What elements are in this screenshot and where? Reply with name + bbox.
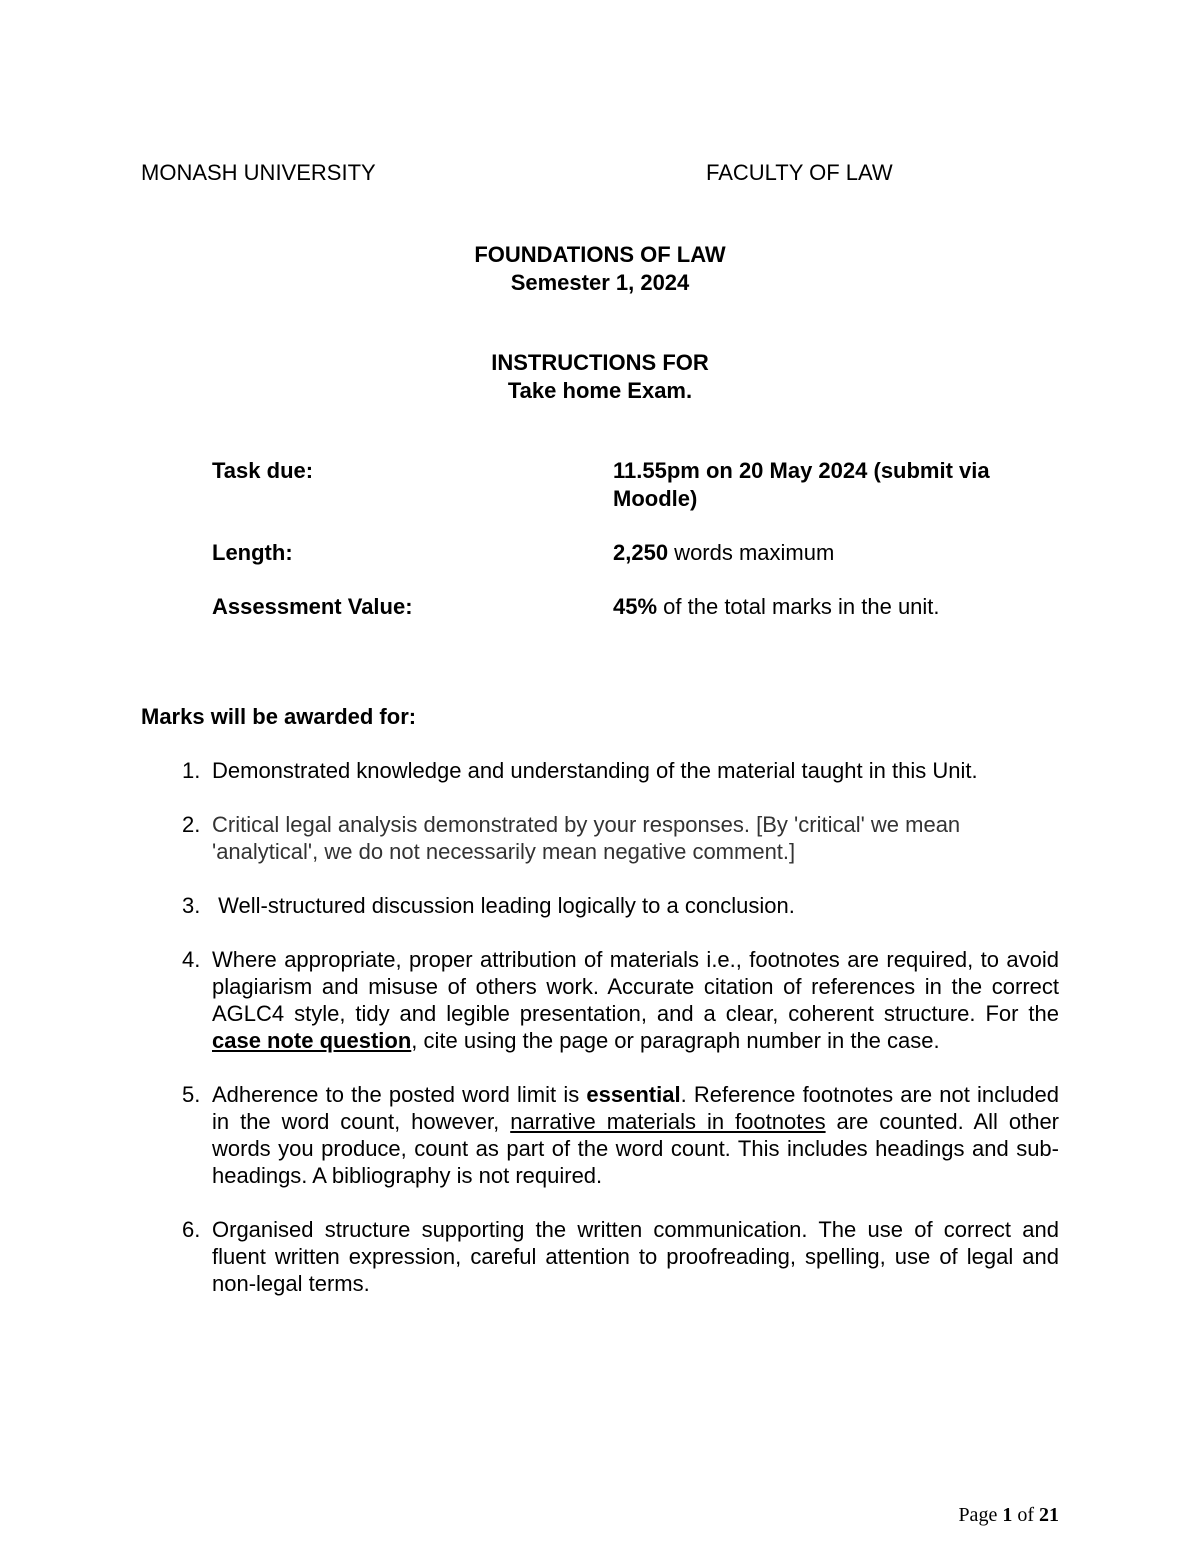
assessment-value [613,593,1033,621]
item-number: 1. [182,758,201,783]
unit-title: FOUNDATIONS OF LAW [474,242,726,267]
item-text-part: . Reference footnotes are not included in the word count, however, [212,1082,1059,1134]
assessment-percent: 45% [613,594,658,619]
details-block [212,457,1072,647]
task-due-label: Task due: [212,458,314,483]
total-pages: 21 [1039,1504,1059,1526]
length-label: Length: [212,540,293,565]
item-text-part: , cite using the page or paragraph number in the case. [411,1028,940,1053]
instructions-heading: INSTRUCTIONS FOR [491,350,709,375]
assessment-value-label: Assessment Value: [212,594,413,619]
university-name: MONASH UNIVERSITY [141,160,376,185]
marks-heading: Marks will be awarded for: [141,704,417,729]
marks-criteria-list [141,757,1059,1324]
item-text [212,1081,1059,1189]
list-item [141,811,1059,865]
item-number: 5. [182,1082,201,1107]
case-note-emphasis: case note question [212,1028,412,1053]
task-due-row [212,457,1072,513]
semester: Semester 1, 2024 [510,270,690,295]
page-of: of [1012,1504,1039,1526]
task-due-value: 11.55pm on 20 May 2024 (submit via Moodle) [613,458,990,511]
list-item [141,946,1059,1054]
length-unit: words maximum [668,540,835,565]
item-number: 3. [182,893,201,918]
length-value [613,539,1033,567]
list-item [141,1216,1059,1297]
item-text-part: Adherence to the posted word limit is [212,1082,587,1107]
exam-type: Take home Exam. [507,378,693,403]
item-number: 2. [182,812,201,837]
list-item [141,757,1059,784]
item-text-part: Where appropriate, proper attribution of materials i.e., footnotes are required, to avoid plagiarism and misuse of others work. Accurate citation of references in the correct AGLC4 style, tidy and legible presentation, and a clear, coherent structure. For the [212,947,1059,1026]
item-text: Well-structured discussion leading logically to a conclusion. [212,893,795,918]
list-item [141,892,1059,919]
page-label: Page [958,1504,1003,1526]
narrative-footnotes-emphasis: narrative materials in footnotes [510,1109,826,1134]
item-text: Demonstrated knowledge and understanding of the material taught in this Unit. [212,758,978,783]
assessment-description: of the total marks in the unit. [657,594,940,619]
item-text-part: are counted. All other words you produce, count as part of the word count. This includes headings and sub-headings. A bibliography is not required. [212,1109,1060,1188]
item-text [212,946,1059,1054]
assessment-value-row [212,593,1072,621]
item-number: 6. [182,1217,201,1242]
page-number [958,1504,1059,1527]
item-number: 4. [182,947,201,972]
current-page: 1 [1002,1504,1013,1526]
length-row [212,539,1072,567]
list-item [141,1081,1059,1189]
essential-emphasis: essential [586,1082,681,1107]
length-number: 2,250 [613,540,669,565]
faculty-name: FACULTY OF LAW [706,160,893,185]
item-text: Organised structure supporting the written communication. The use of correct and fluent written expression, careful attention to proofreading, spelling, use of legal and non-legal terms. [212,1217,1059,1296]
item-text: Critical legal analysis demonstrated by your responses. [By 'critical' we mean 'analytical', we do not necessarily mean negative comment.] [212,812,961,864]
